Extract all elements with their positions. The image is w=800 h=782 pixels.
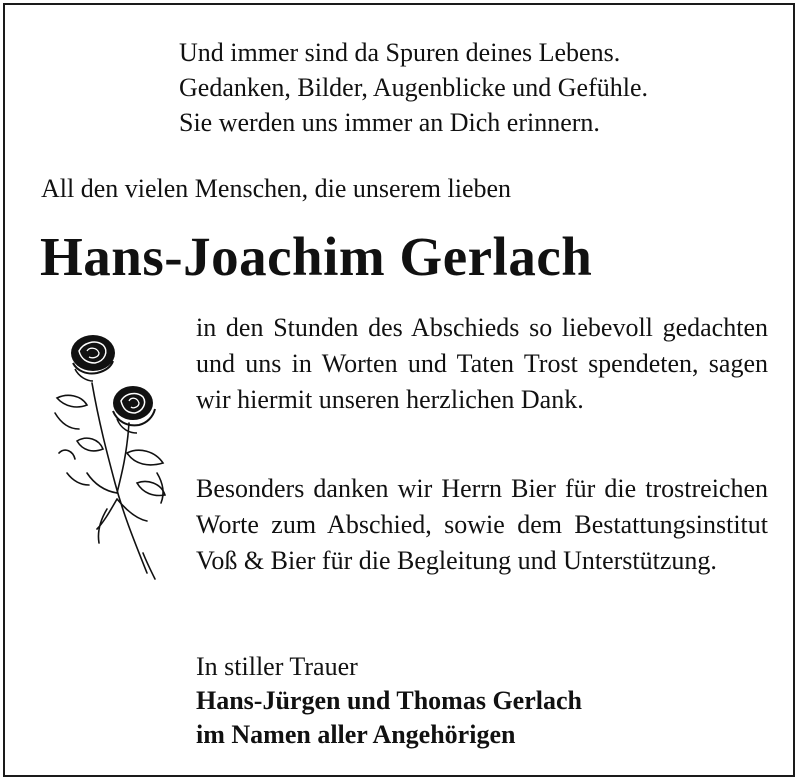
roses-icon (47, 323, 175, 585)
poem-line: Und immer sind da Spuren deines Lebens. (179, 38, 621, 67)
signature-names: Hans-Jürgen und Thomas Gerlach (196, 686, 582, 715)
special-thanks-paragraph: Besonders danken wir Herrn Bier für die trostreichen Worte zum Abschied, sowie dem Bestattungsinstitut Voß & Bier für die Begleitung und Unterstützung. (196, 474, 768, 575)
obituary-notice (3, 3, 795, 777)
poem (179, 35, 648, 140)
poem-line: Sie werden uns immer an Dich erinnern. (179, 108, 600, 137)
signature-block (196, 650, 582, 752)
poem-line: Gedanken, Bilder, Augenblicke und Gefühle. (179, 73, 648, 102)
deceased-name: Hans-Joachim Gerlach (40, 226, 593, 287)
signature-opening: In stiller Trauer (196, 652, 358, 681)
intro-text: All den vielen Menschen, die unserem lieben (41, 174, 512, 203)
thanks-paragraph: in den Stunden des Abschieds so liebevoll gedachten und uns in Worten und Taten Trost spendeten, sagen wir hiermit unseren herzlichen Dank. (196, 313, 768, 414)
signature-family: im Namen aller Angehörigen (196, 720, 516, 749)
